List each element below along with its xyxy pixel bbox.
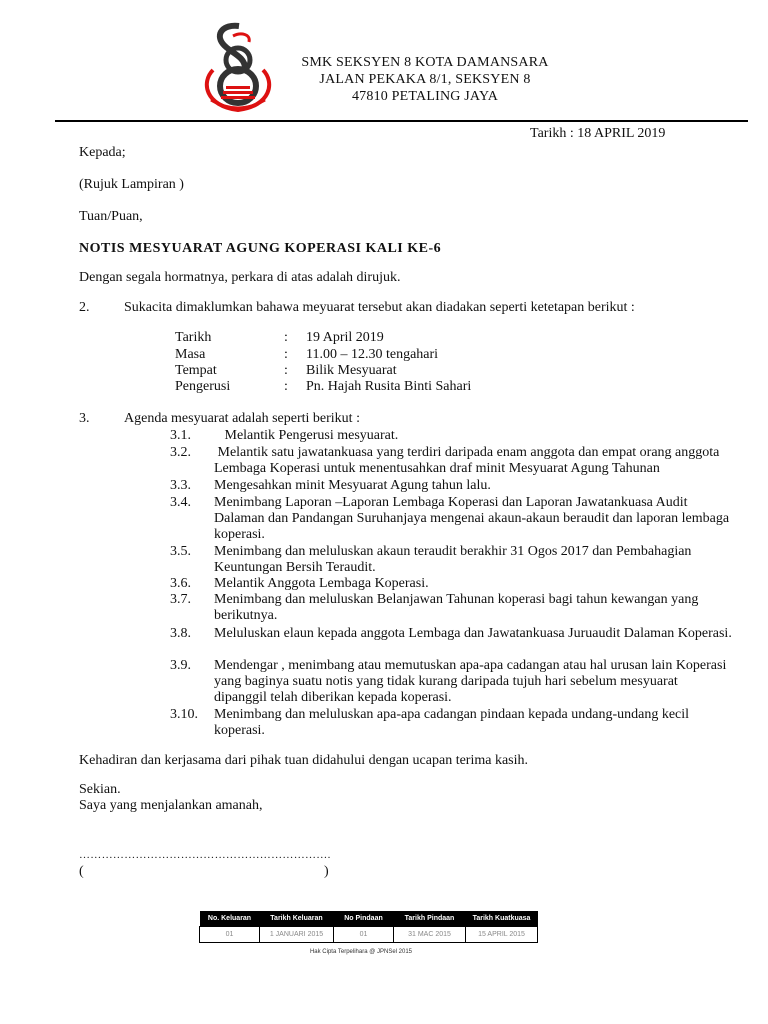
meeting-label-chair: Pengerusi [175,379,231,394]
agenda-item: Melantik satu jawatankuasa yang terdiri daripada enam anggota dan empat orang anggota Lembaga Koperasi untuk menentusahkan draf minit Mesyuarat Agung Tahunan [214,445,723,476]
agenda-item: Menimbang dan meluluskan Belanjawan Tahunan koperasi bagi tahun kewangan yang berikutnya. [214,592,699,623]
school-logo [193,20,283,116]
column-header: Tarikh Kuatkuasa [466,911,538,927]
table-header-row [200,911,538,927]
closing-text: Kehadiran dan kerjasama dari pihak tuan didahului dengan ucapan terima kasih. [79,753,528,768]
meeting-separator: : [284,379,288,394]
agenda-number: 3.4. [170,495,191,510]
intro-text: Dengan segala hormatnya, perkara di atas adalah dirujuk. [79,270,401,285]
para-3-text: Agenda mesyuarat adalah seperti berikut : [124,411,360,426]
header-divider [55,120,748,122]
meeting-label-date: Tarikh [175,330,212,345]
notice-title: NOTIS MESYUARAT AGUNG KOPERASI KALI KE-6 [79,241,442,256]
agenda-number: 3.2. [170,445,191,460]
agenda-item: Mengesahkan minit Mesyuarat Agung tahun lalu. [214,478,491,493]
para-2-number: 2. [79,300,90,315]
agenda-item: Menimbang dan meluluskan akaun teraudit berakhir 31 Ogos 2017 dan Pembahagian Keuntungan Bersih Teraudit. [214,544,692,575]
table-cell: 01 [334,927,394,943]
agenda-item: Meluluskan elaun kepada anggota Lembaga dan Jawatankuasa Juruaudit Dalaman Koperasi. [214,626,732,641]
agenda-item: Melantik Anggota Lembaga Koperasi. [214,576,429,591]
reference: (Rujuk Lampiran ) [79,177,184,192]
meeting-value-date: 19 April 2019 [306,330,384,345]
column-header: No. Keluaran [200,911,260,927]
column-header: Tarikh Pindaan [394,911,466,927]
table-cell: 01 [200,927,260,943]
agenda-number: 3.3. [170,478,191,493]
meeting-label-time: Masa [175,347,206,362]
school-address [300,54,550,105]
meeting-label-venue: Tempat [175,363,217,378]
agenda-item: Menimbang Laporan –Laporan Lembaga Koperasi dan Laporan Jawatankuasa Audit Dalaman dan Pandangan Suruhanjaya mengenai akaun-akaun beraudit dan laporan lembaga koperasi. [214,495,730,542]
school-street: JALAN PEKAKA 8/1, SEKSYEN 8 [319,72,531,87]
meeting-separator: : [284,363,288,378]
column-header: Tarikh Keluaran [260,911,334,927]
table-cell: 15 APRIL 2015 [466,927,538,943]
agenda-number: 3.10. [170,707,198,722]
signature-open-paren: ( [79,864,84,879]
signature-close-paren: ) [324,864,329,879]
salutation: Tuan/Puan, [79,209,143,224]
school-name: SMK SEKSYEN 8 KOTA DAMANSARA [301,55,549,70]
agenda-number: 3.9. [170,658,191,673]
para-2-text: Sukacita dimaklumkan bahawa meyuarat tersebut akan diadakan seperti ketetapan berikut : [124,300,635,315]
agenda-item: Melantik Pengerusi mesyuarat. [214,428,399,443]
agenda-item: Mendengar , menimbang atau memutuskan apa-apa cadangan atau hal urusan lain Koperasi yang baginya suatu notis yang tidak kurang daripada tujuh hari sebelum mesyuarat dipanggil telah diberikan kepada koperasi. [214,658,727,705]
column-header: No Pindaan [334,911,394,927]
agenda-item: Menimbang dan meluluskan apa-apa cadangan pindaan kepada undang-undang kecil koperasi. [214,707,690,738]
agenda-number: 3.7. [170,592,191,607]
agenda-number: 3.6. [170,576,191,591]
sign-line: Saya yang menjalankan amanah, [79,798,263,813]
copyright-notice: Hak Cipta Terpelihara @ JPNSel 2015 [309,949,413,955]
school-postcode: 47810 PETALING JAYA [351,89,499,104]
meeting-separator: : [284,330,288,345]
agenda-number: 3.1. [170,428,191,443]
agenda-number: 3.5. [170,544,191,559]
document-control-table [199,911,538,943]
table-cell: 31 MAC 2015 [394,927,466,943]
sign-off: Sekian. [79,782,121,797]
signature-line: …………………………………………………………. [79,849,331,861]
table-row [200,927,538,943]
meeting-separator: : [284,347,288,362]
meeting-value-venue: Bilik Mesyuarat [306,363,397,378]
meeting-value-chair: Pn. Hajah Rusita Binti Sahari [306,379,472,394]
recipient: Kepada; [79,145,126,160]
meeting-value-time: 11.00 – 12.30 tengahari [306,347,439,362]
agenda-number: 3.8. [170,626,191,641]
para-3-number: 3. [79,411,90,426]
table-cell: 1 JANUARI 2015 [260,927,334,943]
letter-date: Tarikh : 18 APRIL 2019 [530,126,666,141]
